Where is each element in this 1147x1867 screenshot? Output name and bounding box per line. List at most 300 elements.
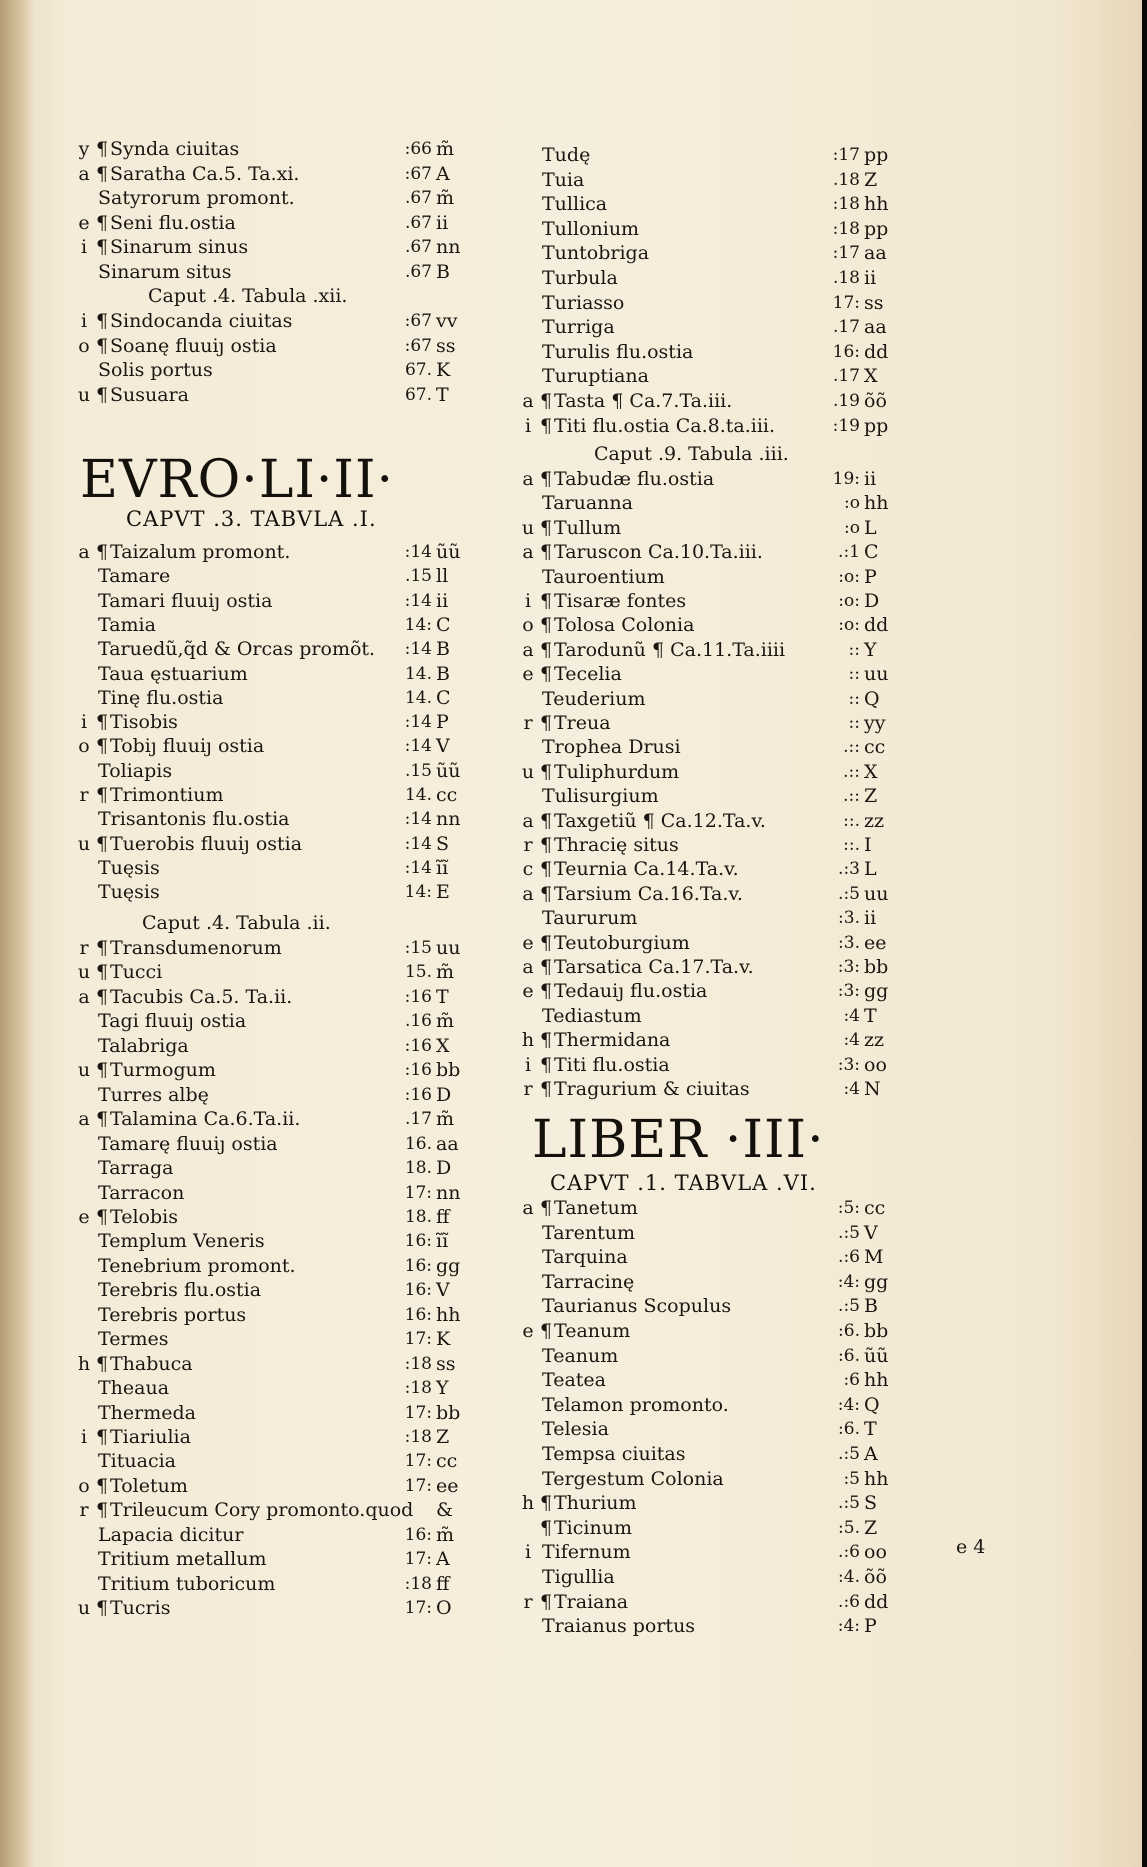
entry-number: 19: <box>832 469 860 489</box>
index-entry <box>76 1572 474 1597</box>
entry-name: Tolosa Colonia <box>554 614 695 637</box>
entry-name: Tarodunũ ¶ Ca.11.Ta.iiii <box>554 638 786 661</box>
entry-number: .:5 <box>838 883 860 904</box>
pilcrow-mark: ¶ <box>540 1029 553 1052</box>
entry-reference: ss <box>436 1352 456 1375</box>
pilcrow-mark: ¶ <box>540 590 553 612</box>
marginal-letter: o <box>78 334 90 357</box>
entry-number: 67. <box>404 384 432 405</box>
entry-reference: B <box>436 662 450 685</box>
marginal-letter: e <box>522 980 534 1003</box>
entry-number: .67 <box>404 212 432 233</box>
entry-reference: P <box>864 1615 877 1638</box>
entry-name: Turuptiana <box>542 365 649 388</box>
entry-name: Tecelia <box>554 663 622 686</box>
index-entry <box>76 960 474 985</box>
entry-name: Trophea Drusi <box>542 736 681 759</box>
marginal-letter: u <box>77 1059 91 1082</box>
pilcrow-mark: ¶ <box>96 236 109 259</box>
entry-name: Tudę <box>542 144 591 166</box>
entry-name: Tuliphurdum <box>554 760 680 783</box>
index-entry <box>76 540 474 565</box>
index-entry <box>76 589 474 614</box>
index-entry <box>520 906 900 931</box>
entry-number: :6. <box>838 1419 860 1440</box>
entry-number: :o: <box>838 615 860 636</box>
entry-reference: hh <box>864 1369 889 1392</box>
index-entry <box>76 235 474 260</box>
pilcrow-mark: ¶ <box>96 541 109 563</box>
pilcrow-mark: ¶ <box>96 961 109 984</box>
entry-reference: V <box>864 1221 878 1244</box>
index-entry <box>520 784 900 809</box>
entry-name: Tuęsis <box>98 856 160 879</box>
entry-reference: ũũ <box>436 759 461 782</box>
entry-name: Teutoburgium <box>554 931 690 954</box>
entry-name: Teanum <box>554 1320 631 1342</box>
entry-number: :3. <box>838 932 860 953</box>
entry-reference: V <box>436 735 450 758</box>
entry-reference: zz <box>864 809 885 832</box>
pilcrow-mark: ¶ <box>540 858 553 881</box>
entry-name: Treua <box>554 712 611 734</box>
entry-name: Tuntobriga <box>542 242 650 265</box>
pilcrow-mark: ¶ <box>540 760 553 783</box>
entry-reference: hh <box>864 193 889 216</box>
entry-number: .67 <box>404 262 432 282</box>
entry-reference: aa <box>864 316 887 339</box>
pilcrow-mark: ¶ <box>96 1059 109 1082</box>
marginal-letter: r <box>523 834 533 856</box>
index-entry <box>76 1229 474 1254</box>
marginal-letter: i <box>524 414 532 437</box>
marginal-letter: a <box>78 162 90 185</box>
entry-name: Turmogum <box>110 1059 216 1082</box>
marginal-letter: i <box>80 1426 88 1448</box>
entry-name: Tullica <box>542 193 608 216</box>
entry-name: Tritium tuboricum <box>98 1572 276 1595</box>
entry-number: :14 <box>404 542 432 562</box>
entry-name: Tiariulia <box>110 1426 191 1448</box>
entry-name: Tobiȷ fluuiȷ ostia <box>110 735 265 758</box>
index-entry <box>520 1294 900 1319</box>
pilcrow-mark: ¶ <box>96 162 109 185</box>
entry-number: :6. <box>838 1321 860 1341</box>
entry-number: 16: <box>404 1304 432 1325</box>
entry-name: Tediastum <box>542 1004 642 1027</box>
entry-reference: ff <box>436 1205 450 1228</box>
entry-number: :6 <box>843 1370 860 1391</box>
entry-number: .:3 <box>838 859 860 880</box>
entry-reference: dd <box>864 340 889 363</box>
index-entry <box>520 882 900 907</box>
entry-name: Tamari fluuiȷ ostia <box>98 589 273 612</box>
entry-number: 16. <box>404 1133 432 1154</box>
entry-reference: X <box>864 760 878 783</box>
entry-name: Tucris <box>110 1597 171 1620</box>
entry-number: :4: <box>837 1616 860 1637</box>
entry-reference: ss <box>436 334 456 357</box>
entry-number: .17 <box>404 1109 432 1130</box>
index-entry <box>520 143 900 168</box>
entry-number: 16: <box>404 1524 432 1545</box>
index-entry <box>520 1221 900 1246</box>
entry-reference: ĩĩ <box>436 856 449 879</box>
entry-number: .18 <box>832 169 860 190</box>
entry-reference: ii <box>436 211 449 234</box>
index-entry <box>76 260 474 285</box>
entry-number: :o <box>844 493 860 514</box>
entry-reference: nn <box>436 808 461 831</box>
entry-reference: I <box>864 834 872 856</box>
index-entry <box>76 211 474 236</box>
entry-name: Termes <box>98 1328 169 1351</box>
entry-reference: P <box>436 711 449 734</box>
index-entry <box>520 389 900 414</box>
caput-label: Caput .9. Tabula .iii. <box>594 443 789 465</box>
marginal-letter: i <box>524 1541 532 1564</box>
caput-label: Caput .4. Tabula .xii. <box>148 285 348 307</box>
pilcrow-mark: ¶ <box>540 1516 553 1539</box>
entry-reference: Z <box>436 1426 450 1448</box>
index-entry <box>76 710 474 735</box>
entry-name: Tuia <box>542 168 585 191</box>
entry-name: Thracię situs <box>554 834 679 856</box>
entry-reference: ss <box>864 291 884 314</box>
index-entry <box>520 1565 900 1590</box>
entry-reference: Z <box>864 168 878 191</box>
entry-number: :: <box>848 688 860 709</box>
entry-number: 14. <box>404 663 432 684</box>
entry-reference: õõ <box>864 390 887 412</box>
entry-name: Teatea <box>542 1369 606 1392</box>
index-entry <box>76 1547 474 1572</box>
entry-name: Tamare <box>98 565 171 588</box>
entry-reference: yy <box>864 712 886 734</box>
entry-name: Taururum <box>542 907 638 930</box>
entry-number: :3. <box>838 908 860 929</box>
index-entry <box>520 589 900 614</box>
entry-name: Taua ęstuarium <box>98 662 248 685</box>
entry-name: Titi flu.ostia <box>554 1053 670 1076</box>
entry-number: :18 <box>404 1427 432 1447</box>
entry-reference: ii <box>436 589 449 612</box>
entry-number: .17 <box>832 366 860 387</box>
entry-number: :5 <box>843 1468 860 1489</box>
entry-number: :16 <box>404 986 432 1007</box>
entry-number: :3: <box>837 981 860 1002</box>
entry-number: .15 <box>404 566 432 587</box>
index-entry <box>76 1596 474 1621</box>
entry-name: Thermeda <box>98 1401 196 1424</box>
entry-name: Turres albę <box>98 1083 209 1106</box>
index-entry <box>520 1614 900 1639</box>
entry-number: 14. <box>404 687 432 708</box>
entry-number: .:: <box>843 761 860 782</box>
index-entry <box>76 936 474 961</box>
index-entry <box>520 1077 900 1102</box>
index-entry <box>520 979 900 1004</box>
marginal-letter: a <box>522 809 534 832</box>
folio-signature: e 4 <box>956 1536 986 1558</box>
entry-name: Thermidana <box>554 1029 671 1052</box>
pilcrow-mark: ¶ <box>96 334 109 357</box>
pilcrow-mark: ¶ <box>96 711 109 734</box>
entry-number: :16 <box>404 1084 432 1105</box>
entry-number: 14. <box>404 785 432 805</box>
entry-number: .15 <box>404 760 432 781</box>
entry-number: :18 <box>404 1573 432 1594</box>
marginal-letter: r <box>79 784 89 806</box>
entry-reference: L <box>864 858 877 881</box>
index-entry <box>76 613 474 638</box>
entry-number: .18 <box>832 268 860 288</box>
index-entry <box>520 833 900 858</box>
entry-number: :66 <box>404 139 432 159</box>
entry-number: :67 <box>404 335 432 356</box>
marginal-letter: u <box>521 760 535 783</box>
entry-reference: T <box>864 1418 877 1441</box>
entry-reference: m̃ <box>436 138 455 160</box>
marginal-letter: a <box>78 985 90 1008</box>
pilcrow-mark: ¶ <box>96 310 109 332</box>
entry-reference: & <box>436 1499 453 1522</box>
index-entry <box>520 857 900 882</box>
entry-name: Tedauiȷ flu.ostia <box>554 980 708 1003</box>
entry-number: :3: <box>837 1054 860 1075</box>
caput-line <box>76 911 474 936</box>
pilcrow-mark: ¶ <box>540 1053 553 1076</box>
entry-number: :18 <box>832 194 860 215</box>
index-entry <box>76 309 474 334</box>
entry-number: :5: <box>837 1198 860 1218</box>
index-entry <box>520 540 900 565</box>
entry-number: .:5 <box>838 1444 860 1464</box>
entry-number: .:: <box>843 737 860 758</box>
marginal-letter: e <box>522 663 534 686</box>
entry-name: Tasta ¶ Ca.7.Ta.iii. <box>554 390 733 412</box>
caput-label: Caput .4. Tabula .ii. <box>142 912 331 934</box>
index-entry <box>76 1425 474 1450</box>
entry-reference: B <box>436 261 450 283</box>
entry-name: Synda ciuitas <box>110 138 240 160</box>
entry-name: Tempsa ciuitas <box>542 1443 686 1465</box>
entry-reference: E <box>436 881 450 904</box>
entry-reference: V <box>436 1279 450 1302</box>
entry-reference: m̃ <box>436 961 455 984</box>
entry-name: Toliapis <box>98 759 173 782</box>
marginal-letter: a <box>522 956 534 978</box>
entry-name: Traiana <box>554 1590 629 1613</box>
entry-reference: hh <box>864 492 889 515</box>
entry-reference: B <box>864 1295 878 1318</box>
pilcrow-mark: ¶ <box>96 1474 109 1497</box>
entry-reference: m̃ <box>436 1108 455 1131</box>
entry-number: 17: <box>404 1549 432 1570</box>
marginal-letter: o <box>522 614 534 637</box>
marginal-letter: a <box>522 638 534 661</box>
entry-name: Tamarę fluuiȷ ostia <box>98 1132 278 1155</box>
entry-reference: X <box>864 365 878 388</box>
pilcrow-mark: ¶ <box>540 956 553 978</box>
entry-number: 14: <box>404 614 432 635</box>
index-entry <box>76 1327 474 1352</box>
entry-number: 16: <box>404 1280 432 1301</box>
index-entry <box>520 613 900 638</box>
entry-name: Tragurium & ciuitas <box>554 1078 750 1100</box>
index-entry <box>520 315 900 340</box>
index-entry <box>76 832 474 857</box>
entry-number: .:6 <box>838 1591 860 1612</box>
entry-reference: ee <box>864 931 887 954</box>
entry-reference: C <box>864 541 879 564</box>
entry-number: :o: <box>838 566 860 587</box>
index-entry <box>520 1467 900 1492</box>
entry-name: Taruanna <box>542 492 633 515</box>
entry-number: :4 <box>843 1079 860 1099</box>
entry-name: Terebris portus <box>98 1303 247 1326</box>
entry-name: Turiasso <box>542 291 625 314</box>
entry-name: Seni flu.ostia <box>110 211 236 234</box>
entry-name: Turulis flu.ostia <box>542 340 694 363</box>
entry-name: Tuęsis <box>98 881 160 904</box>
index-entry <box>76 1107 474 1132</box>
entry-reference: gg <box>436 1254 461 1277</box>
entry-name: Sinarum sinus <box>110 236 249 259</box>
entry-reference: dd <box>864 614 889 637</box>
pilcrow-mark: ¶ <box>540 1590 553 1613</box>
index-entry <box>76 137 474 162</box>
entry-number: :19 <box>832 415 860 436</box>
entry-reference: ii <box>864 267 877 289</box>
entry-name: Talamina Ca.6.Ta.ii. <box>110 1108 301 1131</box>
entry-number: :14 <box>404 639 432 660</box>
pilcrow-mark: ¶ <box>540 980 553 1003</box>
entry-reference: ũũ <box>864 1344 889 1367</box>
entry-reference: Z <box>864 785 878 808</box>
index-entry <box>76 186 474 211</box>
entry-number: 16: <box>404 1255 432 1276</box>
marginal-letter: u <box>77 383 91 406</box>
index-entry <box>520 1053 900 1078</box>
entry-number: .:: <box>843 786 860 807</box>
pilcrow-mark: ¶ <box>540 809 553 832</box>
entry-name: Tauroentium <box>542 565 665 588</box>
pilcrow-mark: ¶ <box>540 541 553 564</box>
page-spine-shadow <box>0 0 34 1867</box>
entry-name: Talabriga <box>98 1034 189 1057</box>
index-entry <box>76 564 474 589</box>
entry-name: Taruedũ,q̃d & Orcas promõt. <box>98 638 376 661</box>
entry-name: Tarsatica Ca.17.Ta.v. <box>554 956 754 978</box>
index-entry <box>520 1491 900 1516</box>
entry-reference: B <box>436 638 450 661</box>
pilcrow-mark: ¶ <box>96 985 109 1008</box>
entry-reference: m̃ <box>436 187 455 210</box>
entry-name: Tarracon <box>98 1181 185 1204</box>
entry-name: Satyrorum promont. <box>98 187 295 210</box>
index-entry <box>520 735 900 760</box>
entry-name: Sinarum situs <box>98 261 232 283</box>
index-entry <box>76 1278 474 1303</box>
entry-reference: cc <box>436 784 458 806</box>
marginal-letter: u <box>77 1597 91 1620</box>
pilcrow-mark: ¶ <box>96 1205 109 1228</box>
entry-name: Tanetum <box>554 1197 638 1219</box>
section-subheading: CAPVT .1. TABVLA .VI. <box>550 1171 817 1195</box>
marginal-letter: o <box>78 735 90 758</box>
entry-number: .:5 <box>838 1493 860 1514</box>
index-entry <box>76 783 474 808</box>
marginal-letter: a <box>78 1108 90 1131</box>
index-entry <box>520 217 900 242</box>
index-entry <box>520 687 900 712</box>
pilcrow-mark: ¶ <box>96 1108 109 1131</box>
entry-reference: gg <box>864 980 889 1003</box>
entry-name: Tarquina <box>542 1246 628 1269</box>
entry-number: ::. <box>843 810 860 831</box>
index-entry <box>520 662 900 687</box>
entry-number: ::. <box>843 835 860 855</box>
index-entry <box>520 1245 900 1270</box>
entry-reference: T <box>436 985 449 1008</box>
entry-number: :18 <box>832 218 860 239</box>
entry-number: :14 <box>404 590 432 611</box>
entry-reference: C <box>436 613 451 636</box>
marginal-letter: r <box>523 1590 533 1613</box>
entry-name: Traianus portus <box>542 1615 696 1638</box>
index-entry <box>520 168 900 193</box>
entry-name: Tagi fluuiȷ ostia <box>98 1010 247 1033</box>
index-entry <box>520 1368 900 1393</box>
entry-number: :4: <box>837 1271 860 1292</box>
index-entry <box>76 1401 474 1426</box>
pilcrow-mark: ¶ <box>540 468 553 490</box>
entry-reference: gg <box>864 1270 889 1293</box>
entry-number: 15. <box>404 962 432 983</box>
marginal-letter: i <box>80 310 88 332</box>
entry-reference: dd <box>864 1590 889 1613</box>
entry-number: .16 <box>404 1011 432 1032</box>
entry-name: Templum Veneris <box>98 1230 265 1253</box>
entry-number: .19 <box>832 391 860 411</box>
marginal-letter: c <box>522 858 534 881</box>
pilcrow-mark: ¶ <box>96 937 109 959</box>
entry-reference: hh <box>864 1467 889 1490</box>
marginal-letter: a <box>522 1197 534 1219</box>
marginal-letter: y <box>78 138 90 160</box>
entry-reference: ũũ <box>436 541 461 563</box>
entry-number: .:5 <box>838 1296 860 1317</box>
entry-name: Teanum <box>542 1344 619 1367</box>
pilcrow-mark: ¶ <box>96 1499 109 1522</box>
pilcrow-mark: ¶ <box>540 834 553 856</box>
entry-reference: D <box>864 590 880 612</box>
index-entry <box>520 1393 900 1418</box>
entry-reference: Y <box>864 638 877 661</box>
entry-reference: Y <box>436 1377 449 1400</box>
pilcrow-mark: ¶ <box>540 414 553 437</box>
entry-reference: cc <box>436 1450 458 1473</box>
pilcrow-mark: ¶ <box>540 614 553 637</box>
section-heading: LIBER ·III· <box>532 1110 825 1170</box>
entry-number: .:6 <box>838 1542 860 1563</box>
entry-reference: ii <box>864 468 877 490</box>
index-entry <box>520 955 900 980</box>
index-entry <box>76 1034 474 1059</box>
index-entry <box>76 1303 474 1328</box>
entry-reference: oo <box>864 1541 887 1564</box>
